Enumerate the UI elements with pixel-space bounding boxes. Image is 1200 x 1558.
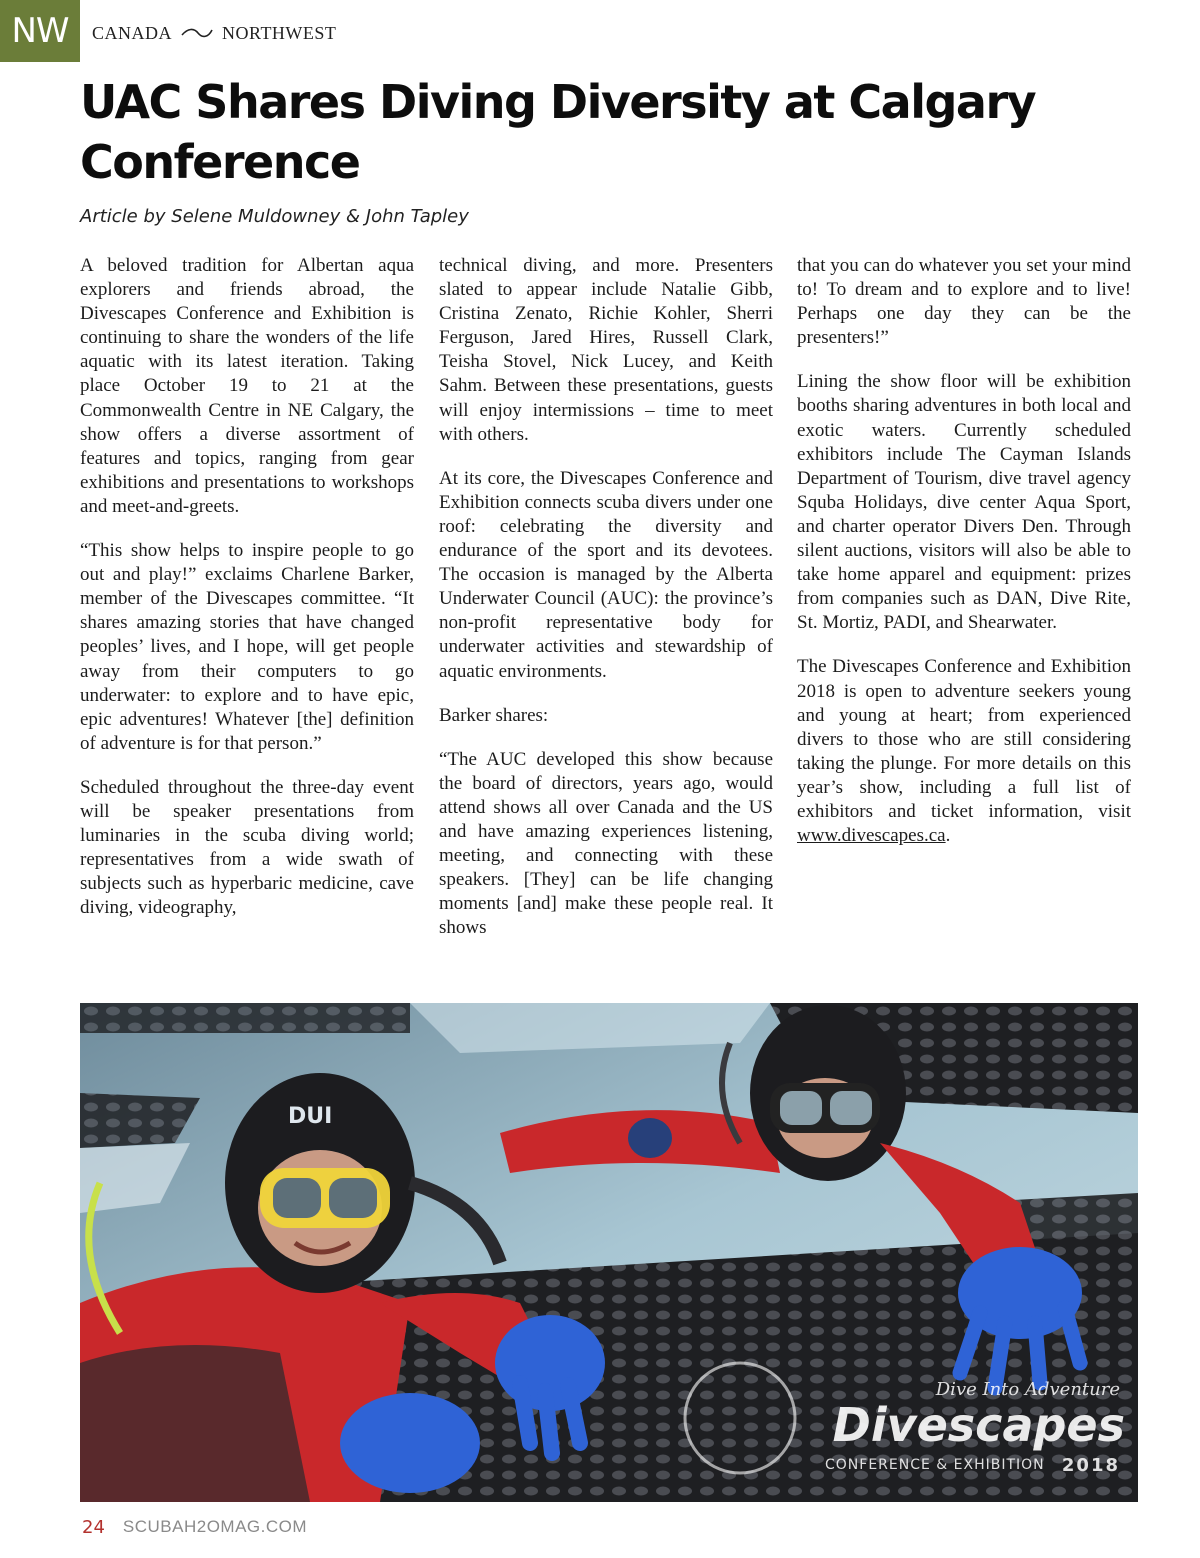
watermark-sub: CONFERENCE & EXHIBITION	[825, 1457, 1045, 1473]
paragraph: “This show helps to inspire people to go out and play!” exclaims Charlene Barker, member of the Divescapes committee. “It shares amazing stories that have changed peoples’ lives, and I hope, will get people away from their computers to go underwater: to explore and to have epic, epic adventures! Whatever [the] definition of adventure is for that person.”	[80, 540, 414, 754]
page-footer	[82, 1512, 307, 1542]
paragraph: Lining the show floor will be exhibition booths sharing adventures in both local and exotic waters. Currently scheduled exhibitors include The Cayman Islands Department of Tourism, dive travel agency Squba Holidays, dive center Aqua Sport, and charter operator Divers Den. Through silent auctions, visitors will also be able to take home apparel and equipment: prizes from companies such as DAN, Dive Rite, St. Mortiz, PADI, and Shearwater.	[797, 371, 1131, 634]
divers-photo	[80, 1003, 1138, 1502]
divescapes-link[interactable]: www.divescapes.ca	[797, 825, 946, 847]
article-byline: Article by Selene Muldowney & John Tapley	[80, 206, 469, 227]
article-column-2	[439, 254, 773, 960]
watermark-year: 2018	[1061, 1455, 1120, 1476]
watermark-name: Divescapes	[832, 1398, 1125, 1452]
section-country: CANADA	[92, 22, 173, 43]
paragraph: Barker shares:	[439, 704, 549, 726]
paragraph-text: The Divescapes Conference and Exhibition 2018 is open to adventure seekers young and young at heart; from experienced divers to those who are still considering taking the plunge. For more details on this year’s show, including a full list of exhibitors and ticket information, visit	[797, 656, 1131, 822]
paragraph-end: .	[945, 825, 951, 847]
hood-logo: DUI	[288, 1104, 333, 1129]
tilde-divider-icon	[180, 26, 214, 40]
section-badge: NW	[0, 0, 80, 62]
paragraph-with-link	[797, 655, 1131, 848]
article-column-1	[80, 254, 414, 940]
divers-illustration	[80, 1003, 1138, 1502]
site-url[interactable]: SCUBAH2OMAG.COM	[122, 1517, 308, 1536]
paragraph: Scheduled throughout the three-day event will be speaker presentations from luminaries in the scuba diving world; representatives from a wide swath of subjects such as hyperbaric medicine, cave diving, videography,	[80, 776, 414, 919]
paragraph: “The AUC developed this show because the board of directors, years ago, would attend shows all over Canada and the US and have amazing experiences listening, meeting, and connecting with these speakers. [They] can be life changing moments [and] make these people real. It shows	[439, 748, 773, 939]
paragraph: A beloved tradition for Albertan aqua explorers and friends abroad, the Divescapes Conference and Exhibition is continuing to share the wonders of the life aquatic with its latest iteration. Taking place October 19 to 21 at the Commonwealth Centre in NE Calgary, the show offers a diverse assortment of features and topics, ranging from gear exhibitions and presentations to workshops and meet-and-greets.	[80, 255, 414, 517]
page-number: 24	[82, 1516, 105, 1538]
section-label	[92, 20, 336, 46]
watermark-tagline: Dive Into Adventure	[935, 1379, 1120, 1400]
section-region: NORTHWEST	[222, 22, 337, 43]
paragraph: that you can do whatever you set your mind to! To dream and to explore and to live! Perhaps one day they can be the presenters!”	[797, 255, 1131, 349]
paragraph: At its core, the Divescapes Conference and Exhibition connects scuba divers under one roof: celebrating the diversity and endurance of the sport and its devotees. The occasion is managed by the Alberta Underwater Council (AUC): the province’s non-profit representative body for underwater activities and stewardship of aquatic environments.	[439, 467, 773, 682]
article-column-3	[797, 254, 1131, 868]
paragraph: technical diving, and more. Presenters slated to appear include Natalie Gibb, Cristina Zenato, Richie Kohler, Sherri Ferguson, Jared Hires, Russell Clark, Teisha Stovel, Nick Lucey, and Keith Sahm. Between these presentations, guests will enjoy intermissions – time to meet with others.	[439, 255, 773, 445]
article-title: UAC Shares Diving Diversity at Calgary Conference	[80, 75, 1036, 189]
